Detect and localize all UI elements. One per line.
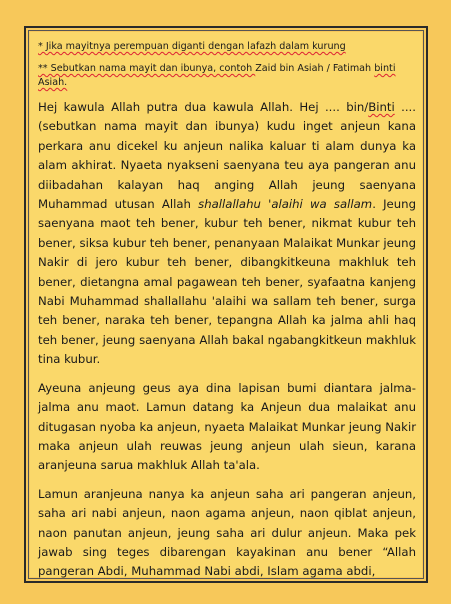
paragraph-1-part-a: Hej kawula Allah putra dua kawula Allah. Hej .... bin/ — [38, 100, 369, 114]
paragraph-2: Ayeuna anjeung geus aya dina lapisan bumi diantara jalma-jalma anu maot. Lamun datang ka Anjeun dua malaikat anu ditugasan nyoba ka anjeun, nyaeta Malaikat Munkar jeung Nakir maka anjeun ulah reuwas jeung anjeun ulah sieun, karana aranjeuna sarua makhluk Allah ta'ala. — [38, 380, 416, 473]
paragraph-1-part-b: .... (sebutkan nama mayit dan ibunya) kudu inget anjeun kana perkara anu dicekel ku anjeun nalika kaluar ti alam dunya ka alam akhirat. Nyaeta nyakseni saenyana teu aya pangeran anu diibadahan kalayan haq anging Allah jeung saenyana Muhammad utusan Allah — [38, 100, 416, 212]
document-content — [38, 40, 416, 591]
footnote-1-text: * Jika mayitnya perempuan diganti dengan lafazh dalam kurung — [38, 41, 346, 52]
paragraph-1 — [38, 98, 416, 370]
paragraph-3: Lamun aranjeuna nanya ka anjeun saha ari pangeran anjeun, saha ari nabi anjeun, naon agama anjeun, naon qiblat anjeun, naon panutan anjeun, jeung saha ari dulur anjeun. Maka pek jawab sing teges dibarengan kayakinan anu bener “Allah pangeran Abdi, Muhammad Nabi abdi, Islam agama abdi, — [38, 486, 416, 579]
footnote-2-example: Zaid bin Asiah / Fatimah — [255, 63, 372, 74]
footnote-2-prefix: ** Sebutkan nama mayit dan ibunya, contoh — [38, 63, 256, 74]
paragraph-1-part-c: . Jeung saenyana maot teh bener, kubur teh bener, nikmat kubur teh bener, siksa kubur teh bener, penanyaan Malaikat Munkar jeung Nakir di jero kubur teh bener, dibangkitkeuna makhluk teh bener, dietangna amal pagawean teh bener, syafaatna kanjeng Nabi Muhammad shallallahu 'alaihi wa sallam teh bener, surga teh bener, naraka teh bener, tepangna Allah ka jalma ahli haq teh bener, jeung saenyana Allah bakal ngabangkitkeun makhluk tina kubur. — [38, 197, 416, 367]
footnote-1 — [38, 40, 416, 54]
paragraph-1-binti: Binti — [368, 100, 395, 114]
footnote-2 — [38, 62, 416, 90]
paragraph-1-italic: shallallahu 'alaihi wa sallam — [198, 197, 373, 212]
footnote-2-suffix: binti Asiah. — [38, 63, 396, 88]
